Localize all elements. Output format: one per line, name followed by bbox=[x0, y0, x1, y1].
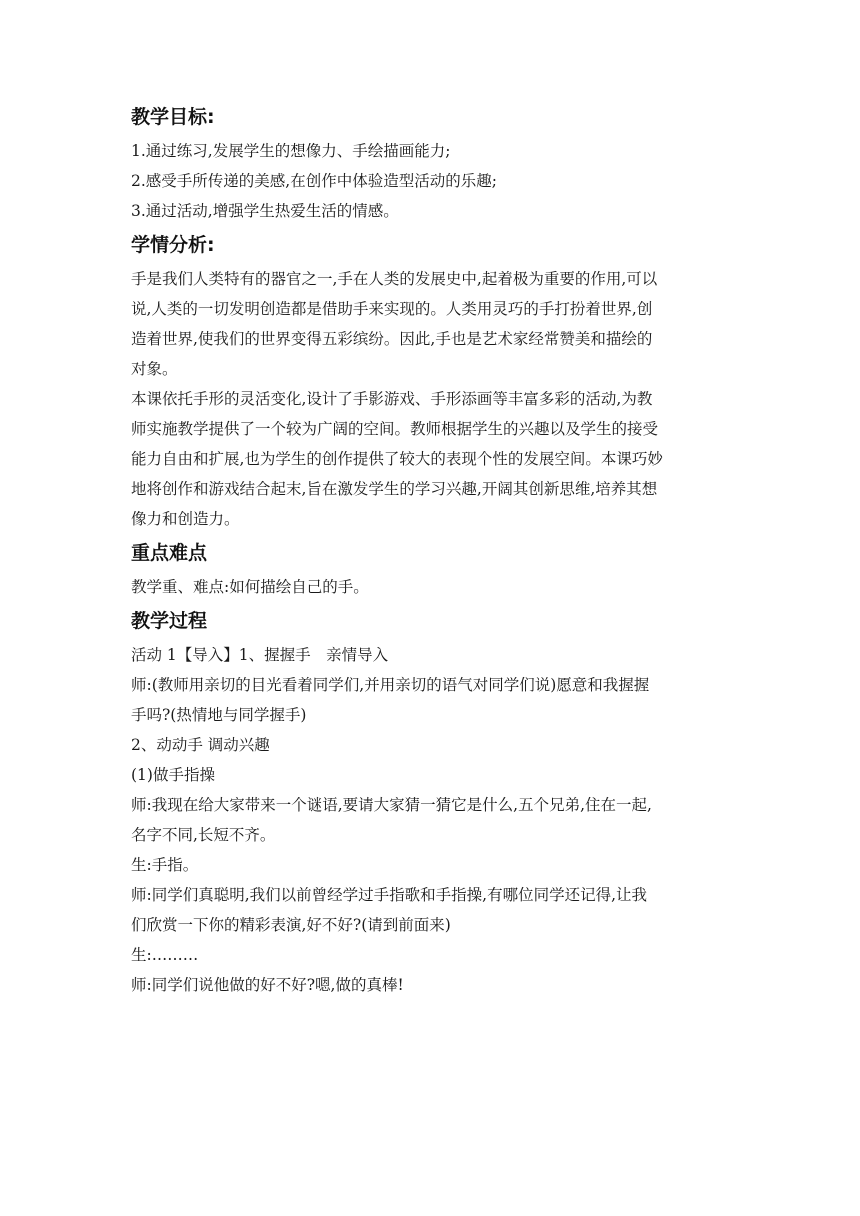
process-line: 活动 1【导入】1、握握手 亲情导入 bbox=[131, 646, 389, 664]
text-line: 手是我们人类特有的器官之一,手在人类的发展史中,起着极为重要的作用,可以 bbox=[131, 270, 658, 288]
keypoints-heading: 重点难点 bbox=[131, 542, 208, 564]
goal-item: 2.感受手所传递的美感,在创作中体验造型活动的乐趣; bbox=[131, 172, 497, 190]
text-line: 像力和创造力。 bbox=[131, 510, 240, 528]
text-line: 造着世界,使我们的世界变得五彩缤纷。因此,手也是艺术家经常赞美和描绘的 bbox=[131, 330, 653, 348]
goal-item: 3.通过活动,增强学生热爱生活的情感。 bbox=[131, 202, 399, 220]
process-line: 师:同学们真聪明,我们以前曾经学过手指歌和手指操,有哪位同学还记得,让我 bbox=[131, 886, 648, 904]
process-line: 师:同学们说他做的好不好?嗯,做的真棒! bbox=[131, 976, 404, 994]
text-line: 本课依托手形的灵活变化,设计了手影游戏、手形添画等丰富多彩的活动,为教 bbox=[131, 390, 653, 408]
goals-section bbox=[131, 100, 731, 226]
document-page bbox=[131, 100, 731, 1000]
keypoints-text: 教学重、难点:如何描绘自己的手。 bbox=[131, 578, 369, 596]
text-line: 说,人类的一切发明创造都是借助手来实现的。人类用灵巧的手打扮着世界,创 bbox=[131, 300, 653, 318]
process-line: 手吗?(热情地与同学握手) bbox=[131, 706, 307, 724]
process-line: 生:手指。 bbox=[131, 856, 199, 874]
process-line: 师:我现在给大家带来一个谜语,要请大家猜一猜它是什么,五个兄弟,住在一起, bbox=[131, 796, 652, 814]
process-line: 们欣赏一下你的精彩表演,好不好?(请到前面来) bbox=[131, 916, 451, 934]
text-line: 对象。 bbox=[131, 360, 178, 378]
analysis-section bbox=[131, 228, 731, 534]
process-line: (1)做手指操 bbox=[131, 766, 215, 784]
text-line: 地将创作和游戏结合起末,旨在激发学生的学习兴趣,开阔其创新思维,培养其想 bbox=[131, 480, 658, 498]
analysis-paragraph-1 bbox=[131, 264, 731, 384]
process-section bbox=[131, 604, 731, 1000]
keypoints-section bbox=[131, 536, 731, 602]
text-line: 师实施教学提供了一个较为广阔的空间。教师根据学生的兴趣以及学生的接受 bbox=[131, 420, 659, 438]
text-line: 能力自由和扩展,也为学生的创作提供了较大的表现个性的发展空间。本课巧妙 bbox=[131, 450, 663, 468]
process-heading: 教学过程 bbox=[131, 610, 208, 632]
process-line: 2、动动手 调动兴趣 bbox=[131, 736, 270, 754]
process-line: 名字不同,长短不齐。 bbox=[131, 826, 276, 844]
process-line: 师:(教师用亲切的目光看着同学们,并用亲切的语气对同学们说)愿意和我握握 bbox=[131, 676, 650, 694]
analysis-paragraph-2 bbox=[131, 384, 731, 534]
goals-heading: 教学目标: bbox=[131, 106, 215, 128]
analysis-heading: 学情分析: bbox=[131, 234, 215, 256]
goal-item: 1.通过练习,发展学生的想像力、手绘描画能力; bbox=[131, 142, 451, 160]
process-line: 生:……… bbox=[131, 946, 199, 964]
